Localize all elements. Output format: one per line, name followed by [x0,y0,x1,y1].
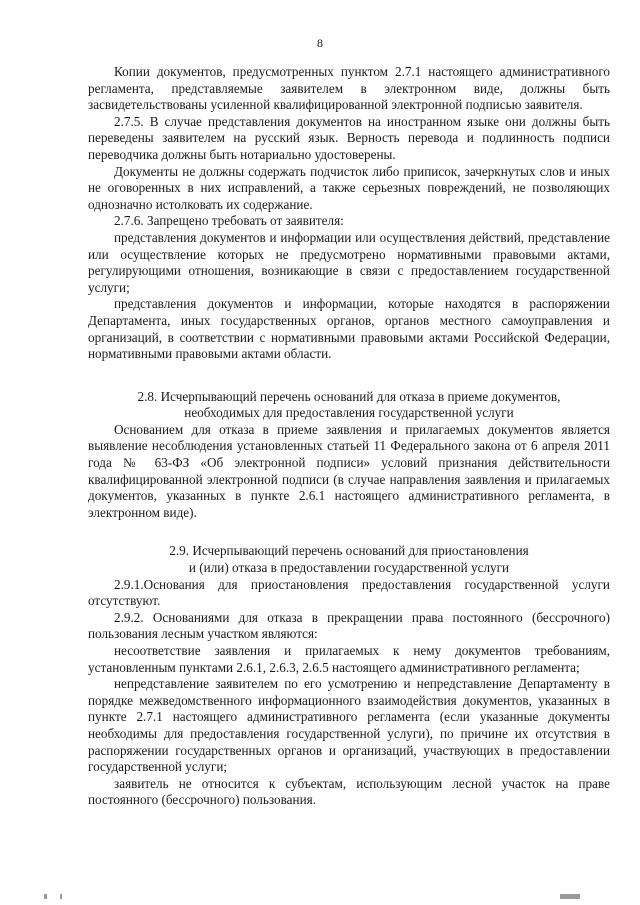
paragraph-2-7-6: 2.7.6. Запрещено требовать от заявителя: [114,213,344,229]
paragraph-2-7-5: 2.7.5. В случае представления документов на иностранном языке они должны быть переведены заявителем на русский язык. Верность перевода и подлинность подписи переводчика должны быть нотариально удостоверены. [88,113,610,162]
paragraph-refusal-2: непредставление заявителем по его усмотрению и непредставление Департаменту в порядке межведомственного информационного взаимодействия документов, указанных в пункте 2.7.1 настоящего административного регламента (если указанные документы необходимы для предоставления государственной услуги), по причине их отсутствия в распоряжении государственных органов и организаций, участвующих в предоставлении государственной услуги; [88,676,610,775]
heading-2-8-line-1: 2.8. Исчерпывающий перечень оснований для отказа в приеме документов, [137,388,561,404]
heading-2-9-line-2: и (или) отказа в предоставлении государственной услуги [188,560,510,576]
paragraph-2-8-grounds: Основанием для отказа в приеме заявления и прилагаемых документов является выявление несоблюдения установленных статьей 11 Федерального закона от 6 апреля 2011 года № 63-ФЗ «Об электронной подписи» условий признания действительности квалифицированной электронной подписи (в случае направления заявления и прилагаемых документов, указанных в пункте 2.6.1 настоящего административного регламента, в электронном виде). [88,421,610,520]
heading-2-9 [88,543,610,576]
scan-edge-marks [0,891,640,899]
paragraph-2-9-1: 2.9.1.Основания для приостановления предоставления государственной услуги отсутствуют. [88,576,610,609]
page-number: 8 [317,36,323,50]
heading-2-9-line-1: 2.9. Исчерпывающий перечень оснований для приостановления [169,543,529,559]
paragraph-copies-signature: Копии документов, предусмотренных пунктом 2.7.1 настоящего административного регламента, представляемые заявителем в электронном виде, должны быть засвидетельствованы усиленной квалифицированной электронной подписью заявителя. [88,64,610,113]
scan-mark [60,894,62,899]
heading-2-8 [88,389,610,422]
paragraph-prohibition-1: представления документов и информации или осуществления действий, представление или осуществление которых не предусмотрено нормативными правовыми актами, регулирующими отношения, возникающие в связи с предоставлением государственной услуги; [88,229,610,295]
document-body [88,64,610,809]
scan-mark [44,894,47,899]
scan-mark [560,894,580,899]
paragraph-prohibition-2: представления документов и информации, которые находятся в распоряжении Департамента, иных государственных органов, органов местного самоуправления и организаций, в соответствии с нормативными правовыми актами Российской Федерации, нормативными правовыми актами области. [88,296,610,362]
paragraph-refusal-1: несоответствие заявления и прилагаемых к нему документов требованиям, установленным пунктами 2.6.1, 2.6.3, 2.6.5 настоящего административного регламента; [88,643,610,675]
paragraph-2-9-2: 2.9.2. Основаниями для отказа в прекращении права постоянного (бессрочного) пользования лесным участком являются: [88,609,610,642]
paragraph-refusal-3: заявитель не относится к субъектам, использующим лесной участок на праве постоянного (бессрочного) пользования. [88,775,610,808]
heading-2-8-line-2: необходимых для предоставления государственной услуги [184,405,514,421]
paragraph-no-erasures: Документы не должны содержать подчисток либо приписок, зачеркнутых слов и иных не оговоренных в них исправлений, а также серьезных повреждений, не позволяющих однозначно истолковать их содержание. [88,163,610,212]
